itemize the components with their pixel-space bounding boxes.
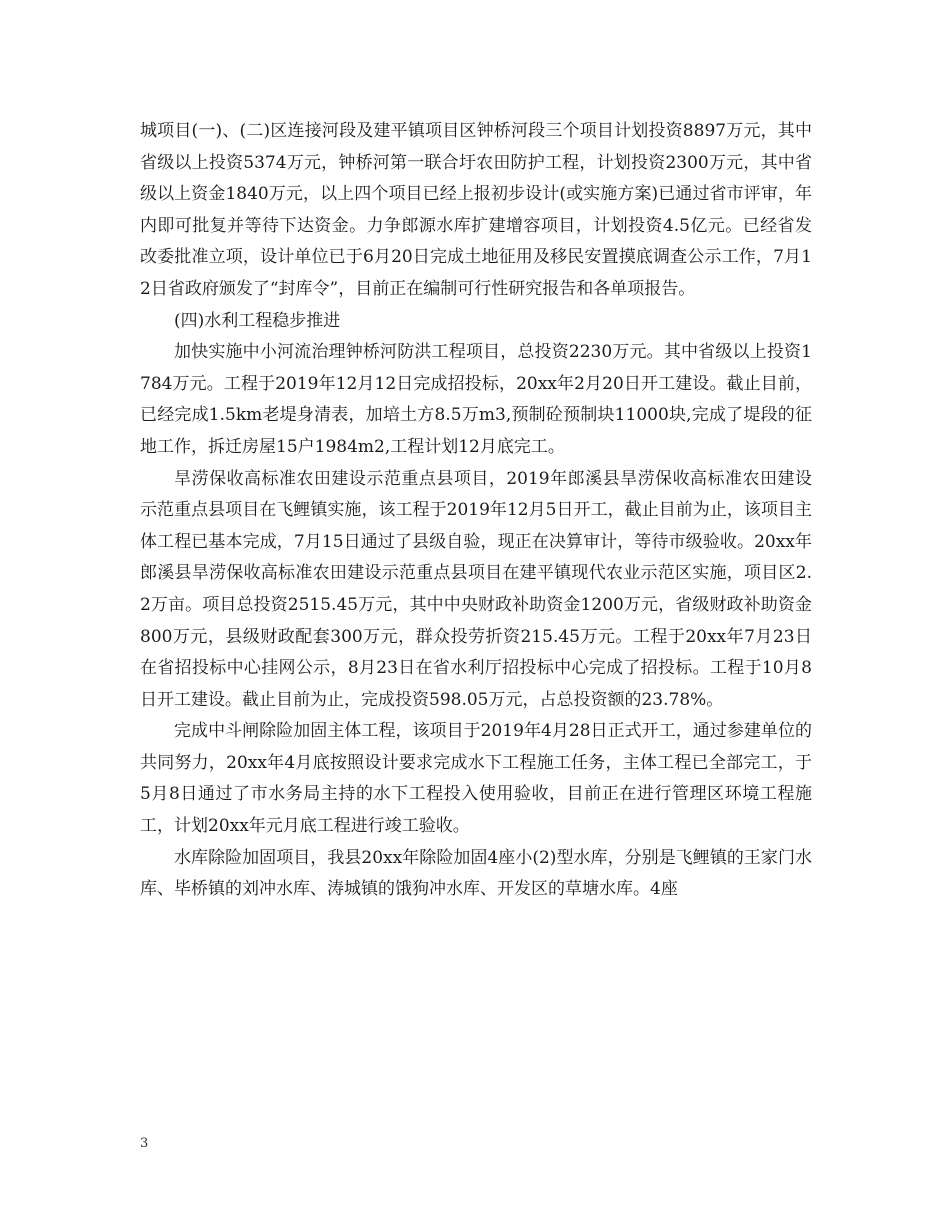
section-heading-water-conservancy: (四)水利工程稳步推进	[174, 310, 341, 331]
paragraph-high-standard-farmland: 旱涝保收高标准农田建设示范重点县项目，2019年郎溪县旱涝保收高标准农田建设示范重点县项目在飞鲤镇实施，该工程于2019年12月5日开工，截止目前为止，该项目主体工程已基本完成，7月15日通过了县级自验，现正在决算审计，等待市级验收。20xx年郎溪县旱涝保收高标准农田建设示范重点县项目在建平镇现代农业示范区实施，项目区2.2万亩。项目总投资2515.45万元，其中中央财政补助资金1200万元，省级财政补助资金800万元，县级财政配套300万元，群众投劳折资215.45万元。工程于20xx年7月23日在省招投标中心挂网公示，8月23日在省水利厅招投标中心完成了招投标。工程于10月8日开工建设。截止目前为止，完成投资598.05万元，占总投资额的23.78%。	[140, 468, 812, 710]
page-number: 3	[140, 1136, 149, 1151]
document-body	[140, 116, 812, 906]
paragraph-zhongqiao-river-flood-control: 加快实施中小河流治理钟桥河防洪工程项目，总投资2230万元。其中省级以上投资1784万元。工程于2019年12月12日完成招投标，20xx年2月20日开工建设。截止目前，已经完成1.5km老堤身清表，加培土方8.5万m3,预制砼预制块11000块,完成了堤段的征地工作，拆迁房屋15户1984m2,工程计划12月底完工。	[140, 342, 812, 457]
paragraph-zhongdou-sluice: 完成中斗闸除险加固主体工程，该项目于2019年4月28日正式开工，通过参建单位的共同努力，20xx年4月底按照设计要求完成水下工程施工任务，主体工程已全部完工，于5月8日通过了市水务局主持的水下工程投入使用验收，目前正在进行管理区环境工程施工，计划20xx年元月底工程进行竣工验收。	[140, 721, 812, 837]
paragraph-reservoir-reinforcement: 水库除险加固项目，我县20xx年除险加固4座小(2)型水库，分别是飞鲤镇的王家门水库、毕桥镇的刘冲水库、涛城镇的饿狗冲水库、开发区的草塘水库。4座	[140, 847, 812, 900]
paragraph-project-investment: 城项目(一)、(二)区连接河段及建平镇项目区钟桥河段三个项目计划投资8897万元，其中省级以上投资5374万元，钟桥河第一联合圩农田防护工程，计划投资2300万元，其中省级以上资金1840万元，以上四个项目已经上报初步设计(或实施方案)已通过省市评审，年内即可批复并等待下达资金。力争郎源水库扩建增容项目，计划投资4.5亿元。已经省发改委批准立项，设计单位已于6月20日完成土地征用及移民安置摸底调查公示工作，7月12日省政府颁发了“封库令”，目前正在编制可行性研究报告和各单项报告。	[140, 121, 812, 299]
